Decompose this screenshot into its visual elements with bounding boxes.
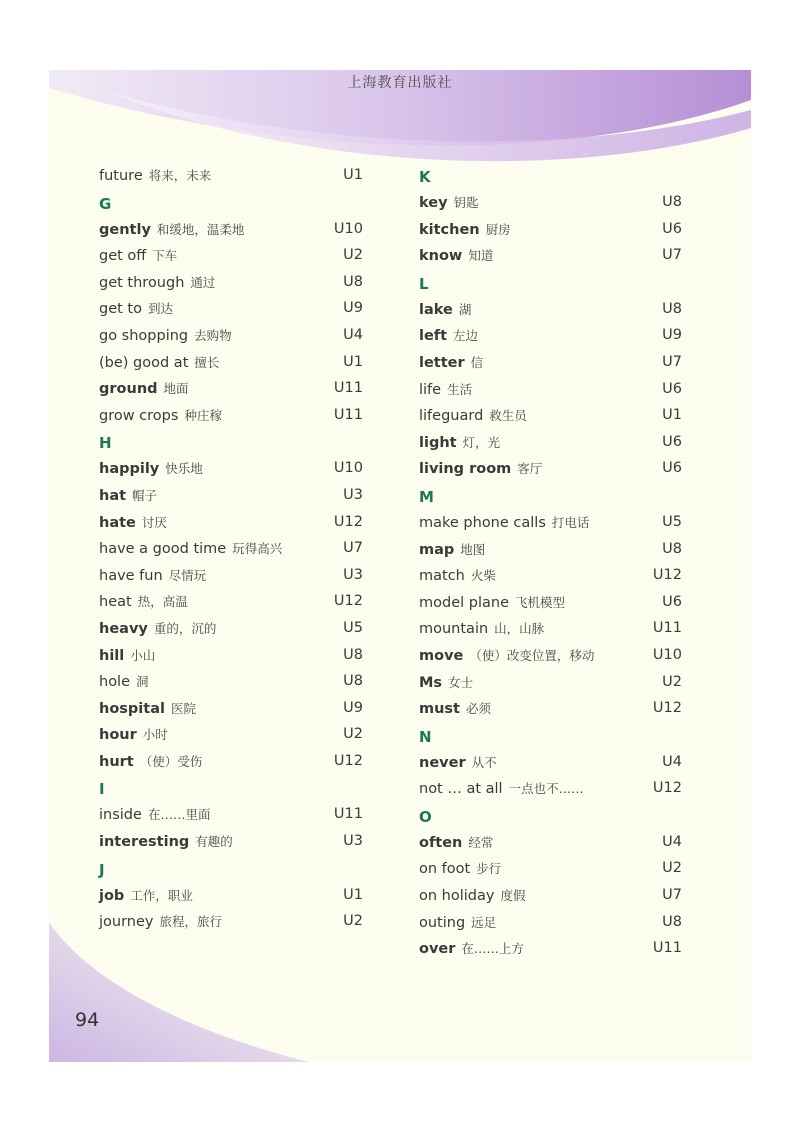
entry-unit: U8 <box>343 673 363 690</box>
entry-word: outing <box>419 914 466 931</box>
glossary-entry <box>99 455 363 482</box>
section-letter: M <box>419 487 434 506</box>
entry-unit: U10 <box>333 220 363 237</box>
entry-word: know <box>419 248 463 265</box>
glossary-entry <box>99 162 363 189</box>
entry-word: kitchen <box>419 221 480 238</box>
entry-unit: U12 <box>652 700 682 717</box>
entry-meaning: 将来，未来 <box>148 168 212 183</box>
glossary-entry <box>419 349 682 376</box>
entry-unit: U6 <box>662 380 682 397</box>
entry-unit: U4 <box>343 326 363 343</box>
entry-meaning: 有趣的 <box>195 834 233 850</box>
entry-unit: U2 <box>662 860 682 877</box>
entry-word: on holiday <box>419 888 495 905</box>
entry-word: inside <box>99 807 142 824</box>
entry-meaning: 救生员 <box>489 408 527 424</box>
entry-word: (be) good at <box>99 354 189 371</box>
entry-meaning: 客厅 <box>517 461 543 477</box>
entry-meaning: 旅程，旅行 <box>159 914 223 930</box>
entry-meaning: 经常 <box>468 834 494 850</box>
entry-meaning: 度假 <box>500 888 526 904</box>
entry-unit: U7 <box>662 247 682 264</box>
entry-meaning: 玩得高兴 <box>232 541 283 557</box>
section-letter: H <box>99 434 112 453</box>
entry-word: job <box>99 887 125 904</box>
entry-word: journey <box>99 914 154 931</box>
glossary-entry <box>99 402 363 429</box>
entry-word: have a good time <box>99 541 227 558</box>
glossary-entry <box>419 429 682 456</box>
entry-meaning: 飞机模型 <box>515 594 566 610</box>
entry-word: never <box>419 754 466 771</box>
entry-word: not … at all <box>419 781 503 798</box>
entry-unit: U2 <box>343 726 363 743</box>
entry-word: hate <box>99 514 136 531</box>
entry-meaning: 小时 <box>142 727 168 743</box>
entry-meaning: 必须 <box>466 701 492 717</box>
entry-word: have fun <box>99 567 163 584</box>
entry-meaning: 左边 <box>453 328 479 344</box>
entry-unit: U1 <box>343 886 363 903</box>
entry-unit: U11 <box>333 406 363 423</box>
section-letter: G <box>99 194 112 213</box>
glossary-entry <box>99 908 363 935</box>
entry-unit: U1 <box>662 407 682 424</box>
entry-word: make phone calls <box>419 514 546 531</box>
glossary-entry <box>419 296 682 323</box>
entry-meaning: 女士 <box>448 674 474 690</box>
entry-word: life <box>419 381 442 398</box>
entry-meaning: 灯，光 <box>462 434 501 450</box>
entry-unit: U9 <box>343 300 363 317</box>
entry-word: hospital <box>99 700 165 717</box>
entry-word: hill <box>99 647 125 664</box>
glossary-entry <box>99 242 363 269</box>
glossary-entry <box>99 668 363 695</box>
entry-unit: U12 <box>652 780 682 797</box>
glossary-entry <box>419 242 682 269</box>
entry-unit: U2 <box>662 673 682 690</box>
entry-unit: U10 <box>333 460 363 477</box>
entry-word: hole <box>99 674 131 691</box>
glossary-entry <box>419 455 682 482</box>
glossary-entry <box>99 882 363 909</box>
glossary-page <box>49 70 751 1062</box>
right-column <box>419 162 682 962</box>
entry-meaning: 一点也不…… <box>508 781 584 797</box>
entry-meaning: 钥匙 <box>453 195 479 210</box>
glossary-entry <box>99 828 363 855</box>
glossary-entry <box>99 295 363 322</box>
entry-unit: U6 <box>662 220 682 237</box>
entry-meaning: 山，山脉 <box>494 621 545 637</box>
glossary-entry <box>99 748 363 775</box>
entry-word: heavy <box>99 620 148 637</box>
glossary-entry <box>99 535 363 562</box>
entry-meaning: 知道 <box>468 248 494 264</box>
section-letter: K <box>419 168 431 186</box>
entry-unit: U12 <box>333 513 363 530</box>
entry-word: ground <box>99 381 158 398</box>
glossary-entry <box>419 509 682 536</box>
corner-decoration <box>49 922 309 1062</box>
entry-word: key <box>419 195 448 211</box>
glossary-entry <box>419 589 682 616</box>
entry-word: letter <box>419 354 465 371</box>
entry-word: left <box>419 328 448 345</box>
entry-unit: U12 <box>333 593 363 610</box>
entry-word: must <box>419 701 460 718</box>
entry-unit: U6 <box>662 460 682 477</box>
entry-unit: U4 <box>662 753 682 770</box>
entry-word: happily <box>99 461 160 478</box>
entry-unit: U7 <box>343 540 363 557</box>
entry-word: living room <box>419 461 512 478</box>
entry-word: on foot <box>419 861 471 878</box>
entry-word: get off <box>99 248 147 265</box>
entry-unit: U11 <box>333 380 363 397</box>
glossary-entry <box>99 695 363 722</box>
glossary-entry <box>99 509 363 536</box>
entry-word: hour <box>99 727 137 744</box>
entry-unit: U1 <box>343 353 363 370</box>
entry-unit: U11 <box>333 806 363 823</box>
glossary-entry <box>99 615 363 642</box>
entry-unit: U1 <box>343 167 363 183</box>
entry-word: get through <box>99 274 185 291</box>
glossary-entry <box>99 801 363 828</box>
entry-unit: U5 <box>662 513 682 530</box>
entry-word: match <box>419 568 465 585</box>
entry-word: lake <box>419 301 453 318</box>
entry-meaning: 尽情玩 <box>168 567 207 583</box>
entry-word: light <box>419 434 457 451</box>
entry-unit: U12 <box>333 752 363 769</box>
entry-meaning: 小山 <box>130 647 156 663</box>
entry-meaning: 信 <box>470 354 484 370</box>
entry-word: grow crops <box>99 407 179 424</box>
entry-meaning: 和缓地，温柔地 <box>156 221 245 237</box>
glossary-entry <box>419 402 682 429</box>
glossary-entry <box>419 642 682 669</box>
entry-meaning: 去购物 <box>194 327 232 343</box>
entry-word: hurt <box>99 753 134 770</box>
entry-unit: U8 <box>662 194 682 210</box>
entry-word: get to <box>99 301 142 318</box>
glossary-entry <box>99 322 363 349</box>
entry-unit: U9 <box>343 699 363 716</box>
entry-meaning: 讨厌 <box>141 514 167 530</box>
glossary-entry <box>419 855 682 882</box>
entry-meaning: 火柴 <box>470 568 496 584</box>
section-letter: I <box>99 780 105 799</box>
section-letter: O <box>419 807 432 826</box>
glossary-entry <box>99 562 363 589</box>
entry-unit: U9 <box>662 327 682 344</box>
entry-meaning: 快乐地 <box>165 461 203 477</box>
glossary-entry <box>99 482 363 509</box>
entry-unit: U6 <box>662 433 682 450</box>
entry-meaning: 打电话 <box>551 514 590 530</box>
entry-unit: U2 <box>343 913 363 930</box>
glossary-entry <box>419 695 682 722</box>
entry-word: hat <box>99 487 127 504</box>
entry-unit: U6 <box>662 593 682 610</box>
entry-meaning: 工作，职业 <box>130 887 193 903</box>
publisher-name: 上海教育出版社 <box>347 75 453 91</box>
entry-word: map <box>419 541 455 558</box>
glossary-entry <box>419 536 682 563</box>
glossary-entry <box>99 216 363 243</box>
section-letter: N <box>419 727 432 746</box>
entry-meaning: 热，高温 <box>137 594 188 610</box>
glossary-entry <box>419 322 682 349</box>
glossary-entry <box>99 721 363 748</box>
entry-meaning: 医院 <box>170 700 196 716</box>
entry-unit: U7 <box>662 353 682 370</box>
glossary-entry <box>419 749 682 776</box>
entry-unit: U3 <box>343 486 363 503</box>
glossary-entry <box>419 909 682 936</box>
glossary-entry <box>99 375 363 402</box>
entry-meaning: 从不 <box>471 754 497 770</box>
glossary-entry <box>419 376 682 403</box>
glossary-entry <box>419 935 682 962</box>
entry-word: mountain <box>419 621 489 638</box>
entry-word: Ms <box>419 674 443 691</box>
entry-meaning: 到达 <box>147 301 173 317</box>
entry-unit: U8 <box>343 646 363 663</box>
glossary-entry <box>99 588 363 615</box>
entry-word: go shopping <box>99 327 189 344</box>
glossary-entry <box>99 642 363 669</box>
entry-meaning: 在……上方 <box>461 941 524 957</box>
entry-word: move <box>419 647 464 664</box>
entry-word: gently <box>99 221 151 238</box>
glossary-entry <box>99 349 363 376</box>
entry-meaning: 通过 <box>190 274 216 290</box>
entry-meaning: 远足 <box>471 914 497 930</box>
entry-unit: U7 <box>662 887 682 904</box>
entry-unit: U8 <box>343 273 363 290</box>
entry-unit: U2 <box>343 247 363 264</box>
entry-meaning: 在……里面 <box>147 807 211 823</box>
entry-unit: U8 <box>662 913 682 930</box>
entry-unit: U4 <box>662 833 682 850</box>
glossary-entry <box>419 562 682 589</box>
entry-unit: U11 <box>652 620 682 637</box>
entry-meaning: 帽子 <box>132 487 158 503</box>
section-letter: J <box>99 860 105 879</box>
glossary-entry <box>419 189 682 216</box>
entry-meaning: 下车 <box>152 248 178 264</box>
entry-unit: U8 <box>662 300 682 317</box>
left-column <box>99 162 363 935</box>
entry-meaning: （使）改变位置，移动 <box>469 647 595 663</box>
entry-unit: U8 <box>662 540 682 557</box>
entry-word: interesting <box>99 834 190 851</box>
entry-unit: U3 <box>343 566 363 583</box>
entry-word: model plane <box>419 594 509 611</box>
entry-meaning: 地图 <box>460 541 486 557</box>
glossary-entry <box>99 269 363 296</box>
entry-word: heat <box>99 594 132 611</box>
entry-meaning: 擅长 <box>194 354 220 370</box>
entry-unit: U11 <box>652 940 682 957</box>
entry-meaning: 生活 <box>447 381 473 397</box>
entry-meaning: 厨房 <box>485 221 511 237</box>
entry-meaning: 地面 <box>163 381 189 397</box>
entry-word: lifeguard <box>419 408 484 425</box>
entry-unit: U12 <box>652 567 682 584</box>
entry-meaning: 湖 <box>458 301 472 317</box>
entry-meaning: 种庄稼 <box>184 407 222 423</box>
section-letter: L <box>419 274 429 293</box>
entry-meaning: 重的，沉的 <box>153 620 217 636</box>
glossary-entry <box>419 775 682 802</box>
entry-unit: U5 <box>343 619 363 636</box>
entry-unit: U3 <box>343 833 363 850</box>
entry-unit: U10 <box>652 646 682 663</box>
entry-word: over <box>419 941 456 958</box>
glossary-entry <box>419 615 682 642</box>
entry-word: future <box>99 168 143 184</box>
page-number: 94 <box>75 1009 100 1031</box>
entry-meaning: 步行 <box>476 861 502 877</box>
glossary-entry <box>419 882 682 909</box>
glossary-entry <box>419 829 682 856</box>
glossary-entry <box>419 669 682 696</box>
entry-meaning: 洞 <box>136 674 149 690</box>
entry-meaning: （使）受伤 <box>139 753 203 769</box>
glossary-entry <box>419 216 682 243</box>
entry-word: often <box>419 834 463 851</box>
